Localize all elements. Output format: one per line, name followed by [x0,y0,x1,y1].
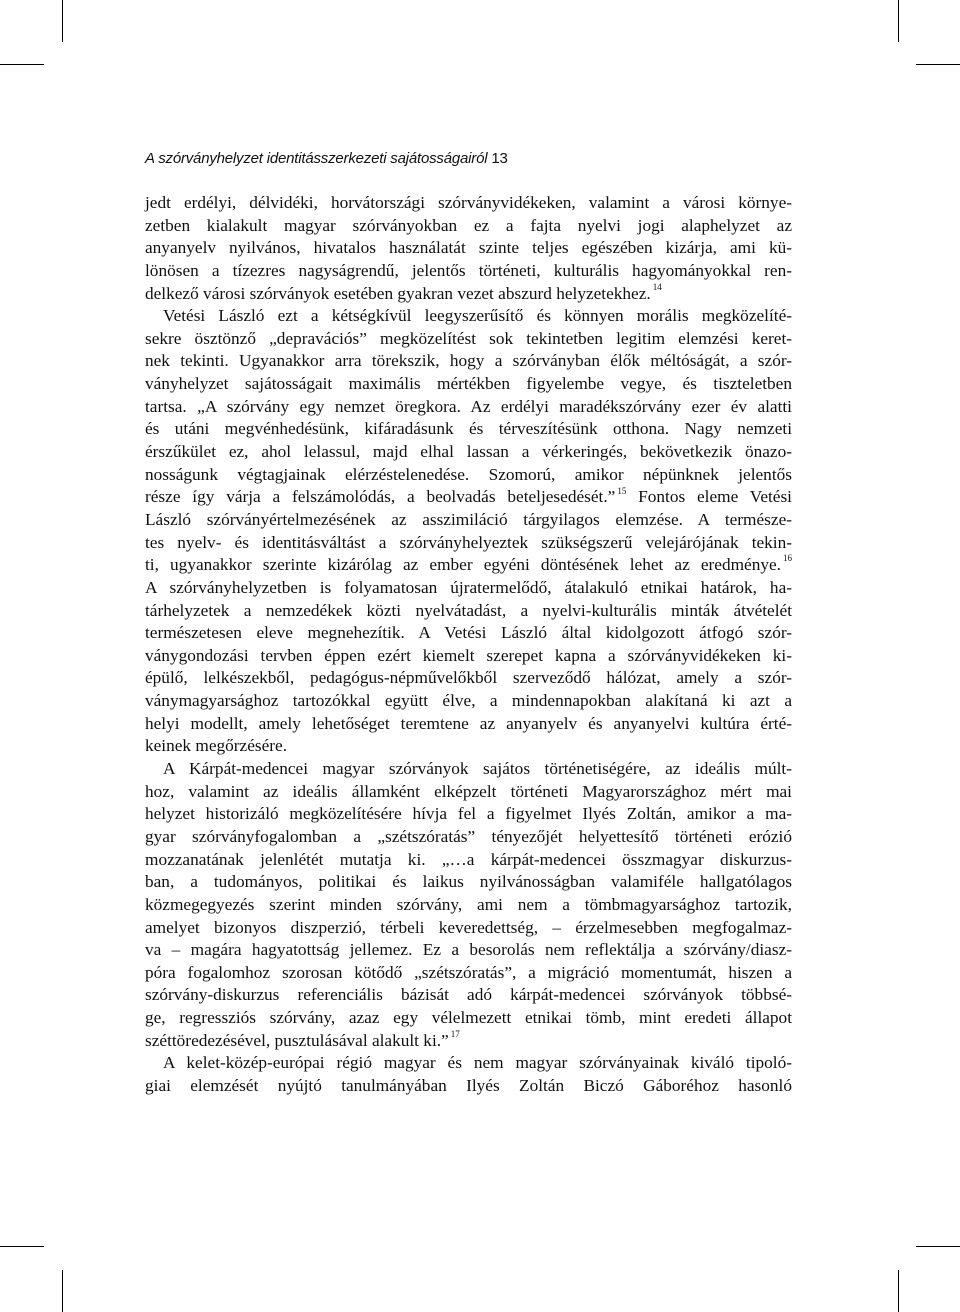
crop-mark-bottom-right [898,1270,899,1312]
text-line-content: hoz, valamint az ideális államként elképzelt történeti Magyarországhoz mért mai [145,781,792,801]
text-line-content: László szórványértelmezésének az asszimiláció tárgyilagos elemzése. A természe- [145,509,792,529]
text-line [145,758,792,781]
text-line [145,396,792,419]
text-line [145,690,792,713]
page-number: 13 [491,150,508,167]
crop-mark-left-top [0,64,44,65]
text-line-content: A szórványhelyzetben is folyamatosan újratermelődő, átalakuló etnikai határok, ha- [145,577,792,597]
text-line-content: természetesen eleve megnehezítik. A Vetési László által kidolgozott átfogó szór- [145,623,792,643]
text-line-content: tartsa. „A szórvány egy nemzet öregkora. Az erdélyi maradékszórvány ezer év alatti [145,396,792,416]
text-line-content: A Kárpát-medencei magyar szórványok sajátos történetiségére, az ideális múlt- [163,759,792,779]
text-line [145,849,792,872]
text-line [145,509,792,532]
text-line [145,917,792,940]
text-line-content: mozzanatának jelenlétét mutatja ki. „…a kárpát-medencei összmagyar diskurzus- [145,849,792,869]
text-line [145,667,792,690]
text-line-content: és utáni megvénhedésünk, kifáradásunk és térveszítésünk otthona. Nagy nemzeti [145,419,792,439]
text-line-content: nosságunk végtagjainak elérzéstelenedése. Szomorú, amikor népünknek jelentős [145,464,792,484]
text-line-content: része így várja a felszámolódás, a beolvadás beteljesedését.” [145,487,616,507]
text-line-content: A kelet-közép-európai régió magyar és nem magyar szórványainak kiváló tipoló- [163,1053,792,1073]
text-line-content: póra fogalomhoz szorosan kötődő „szétszóratás”, a migráció momentumát, hiszen a [145,962,792,982]
text-line [145,1075,792,1098]
running-head-title: A szórványhelyzet identitásszerkezeti sajátosságairól [145,150,488,167]
text-line-content: széttöredezésével, pusztulásával alakult ki.” [145,1030,449,1050]
text-line [145,1052,792,1075]
text-line-content: tes nyelv- és identitásváltást a szórványhelyeztek szükségszerű velejárójának tekin- [145,532,792,552]
text-line [145,894,792,917]
crop-mark-top-right [898,0,899,42]
text-line [145,713,792,736]
footnote-marker: 17 [450,1028,460,1039]
text-line-content: ványhelyzet sajátosságait maximális mértékben figyelembe vegye, és tiszteletben [145,374,792,394]
text-line-content: ványmagyarsághoz tartozókkal együtt élve, a mindennapokban alakítaná ki azt a [145,691,792,711]
text-line-continuation: Fontos eleme Vetési [626,487,792,507]
text-line [145,532,792,555]
text-line [145,305,792,328]
text-line [145,645,792,668]
text-line [145,962,792,985]
text-line [145,622,792,645]
text-line-content: amelyet bizonyos diszperzió, térbeli keveredettség, – érzelmesebben megfogalmaz- [145,917,792,937]
text-line-content: helyzet historizáló megközelítésére hívja fel a figyelmet Ilyés Zoltán, amikor a ma- [145,804,792,824]
text-line [145,600,792,623]
text-line [145,237,792,260]
footnote-marker: 14 [652,281,662,292]
text-line-content: giai elemzését nyújtó tanulmányában Ilyés Zoltán Biczó Gáboréhoz hasonló [145,1075,792,1095]
crop-mark-right-top [916,64,960,65]
text-line-content: közmegegyezés szerint minden szórvány, ami nem a tömbmagyarsághoz tartozik, [145,894,792,914]
text-line [145,192,792,215]
text-line-content: Vetési László ezt a kétségkívül leegyszerűsítő és könnyen morális megközelíté- [163,306,792,326]
text-line-content: tárhelyzetek a nemzedékek közti nyelvátadást, a nyelvi-kulturális minták átvételét [145,600,792,620]
crop-mark-left-bottom [0,1246,44,1247]
text-line [145,577,792,600]
text-line-content: sekre ösztönző „depravációs” megközelítést sok tekintetben legitim elemzési keret- [145,328,792,348]
text-line-content: ti, ugyanakkor szerinte kizárólag az ember egyéni döntésének lehet az eredménye. [145,555,781,575]
body-text [145,192,792,1098]
text-line [145,418,792,441]
text-line [145,735,792,758]
text-line-content: ványgondozási tervben éppen ezért kiemelt szerepet kapna a szórványvidékeken ki- [145,645,792,665]
text-line [145,826,792,849]
text-line [145,871,792,894]
text-line [145,781,792,804]
text-line-content: lönösen a tízezres nagyságrendű, jelentős történeti, kulturális hagyományokkal ren- [145,260,792,280]
text-line [145,939,792,962]
text-line [145,464,792,487]
text-line [145,328,792,351]
text-line [145,283,792,306]
text-line [145,350,792,373]
text-line [145,441,792,464]
text-line-content: érszűkület ez, ahol lelassul, majd elhal lassan a vérkeringés, bekövetkezik önazo- [145,442,792,462]
text-line-content: jedt erdélyi, délvidéki, horvátországi szórványvidékeken, valamint a városi környe- [145,193,792,212]
text-line [145,260,792,283]
text-line-content: zetben kialakult magyar szórványokban ez a fajta nyelvi jogi alaphelyzet az [145,215,792,235]
text-line-content: szórvány-diskurzus referenciális bázisát adó kárpát-medencei szórványok többsé- [145,985,792,1005]
footnote-marker: 15 [617,485,627,496]
text-line-content: anyanyelv nyilvános, hivatalos használatát szinte teljes egészében kizárja, ami kü- [145,238,792,258]
text-line-content: gyar szórványfogalomban a „szétszóratás” tényezőjét helyettesítő történeti erózió [145,826,792,846]
crop-mark-top-left [62,0,63,42]
text-line [145,803,792,826]
text-line [145,373,792,396]
text-line-content: delkező városi szórványok esetében gyakran vezet abszurd helyzetekhez. [145,283,651,303]
text-line [145,984,792,1007]
crop-mark-right-bottom [916,1246,960,1247]
text-line-content: ge, regressziós szórvány, azaz egy vélelmezett etnikai tömb, mint eredeti állapot [145,1008,792,1028]
text-line [145,554,792,577]
footnote-marker: 16 [783,553,792,564]
text-line-content: keinek megőrzésére. [145,736,288,756]
text-line-content: helyi modellt, amely lehetőséget teremtene az anyanyelv és anyanyelvi kultúra érté- [145,713,792,733]
crop-mark-bottom-left [62,1270,63,1312]
text-line [145,1030,792,1053]
text-line [145,1007,792,1030]
text-line [145,215,792,238]
text-line-content: épülő, lelkészekből, pedagógus-népművelőkből szerveződő hálózat, amely a szór- [145,668,792,688]
text-line [145,486,792,509]
text-line-content: nek tekinti. Ugyanakkor arra törekszik, hogy a szórványban élők méltóságát, a szór- [145,351,792,371]
running-head [145,150,508,167]
text-line-content: ban, a tudományos, politikai és laikus nyilvánosságban valamiféle hallgatólagos [145,872,792,892]
text-line-content: va – magára hagyatottság jellemez. Ez a besorolás nem reflektálja a szórvány/diasz- [145,940,792,960]
